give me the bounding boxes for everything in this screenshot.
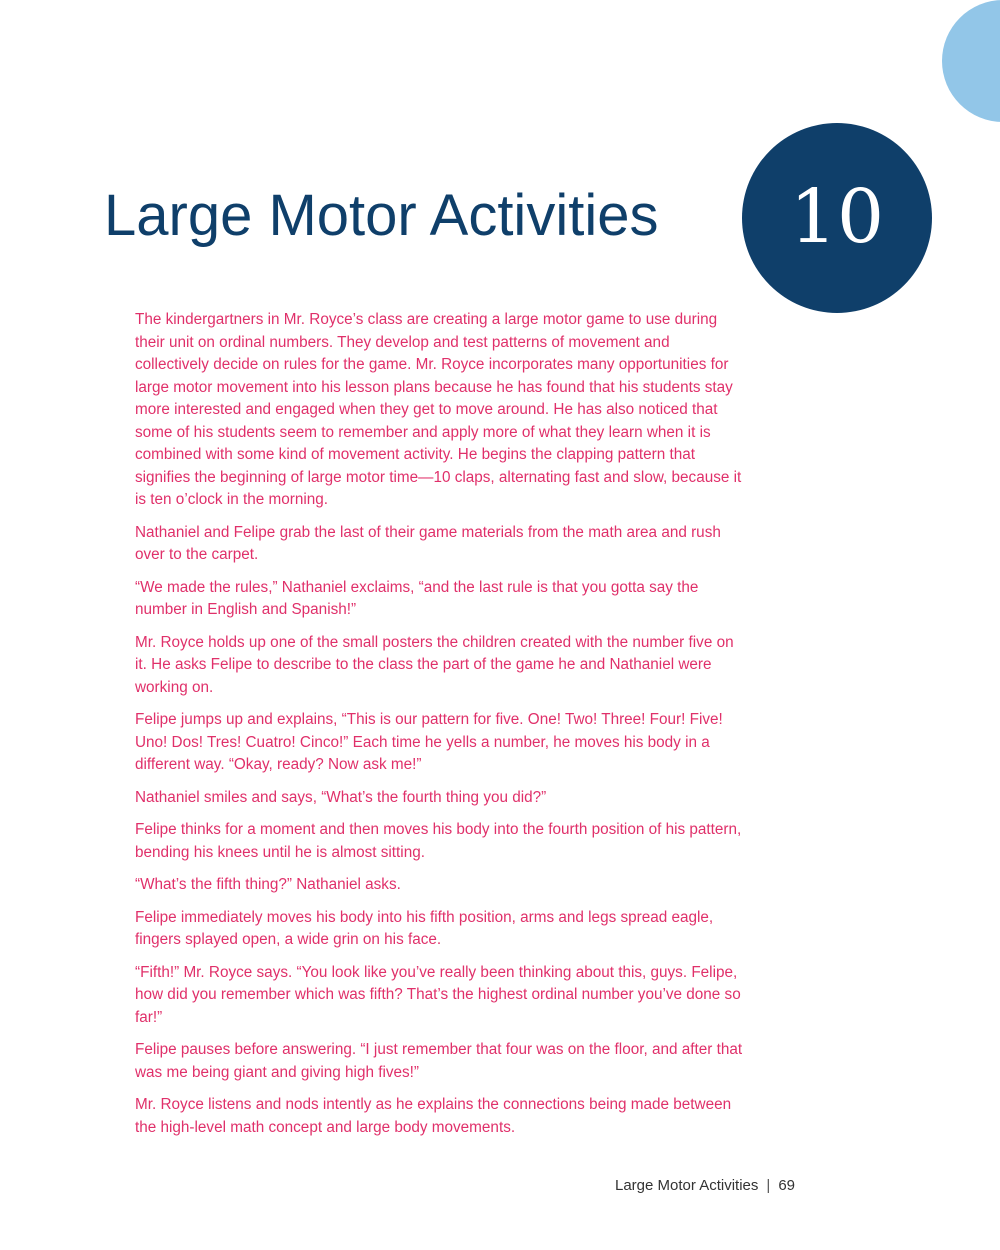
paragraph: “Fifth!” Mr. Royce says. “You look like you’ve really been thinking about this, guys. Felipe, how did you remember which was fifth? That’s the highest ordinal number you’ve done so far!”: [135, 963, 741, 1026]
chapter-number: 10: [789, 174, 885, 260]
page-footer: [615, 1176, 795, 1196]
chapter-title: Large Motor Activities: [104, 183, 659, 248]
paragraph: Felipe pauses before answering. “I just remember that four was on the floor, and after that was me being giant and giving high fives!”: [135, 1041, 743, 1081]
chapter-number-badge: [742, 123, 932, 313]
paragraph: Felipe immediately moves his body into his fifth position, arms and legs spread eagle, fingers splayed open, a wide grin on his face.: [135, 908, 714, 948]
paragraph: The kindergartners in Mr. Royce’s class are creating a large motor game to use during their unit on ordinal numbers. They develop and test patterns of movement and collectively decide on rules for the game. Mr. Royce incorporates many opportunities for large motor movement into his lesson plans because he has found that his students stay more interested and engaged when they get to move around. He has also noticed that some of his students seem to remember and apply more of what they learn when it is combined with some kind of movement activity. He begins the clapping pattern that signifies the beginning of large motor time—10 claps, alternating fast and slow, because it is ten o’clock in the morning.: [135, 311, 742, 508]
paragraph: Felipe thinks for a moment and then moves his body into the fourth position of his pattern, bending his knees until he is almost sitting.: [135, 821, 742, 861]
corner-decoration-circle: [942, 0, 1000, 122]
paragraph: “What’s the fifth thing?” Nathaniel asks.: [135, 876, 401, 893]
paragraph: Nathaniel and Felipe grab the last of their game materials from the math area and rush over to the carpet.: [135, 523, 721, 563]
footer-separator: |: [766, 1177, 771, 1194]
paragraph: Felipe jumps up and explains, “This is our pattern for five. One! Two! Three! Four! Five! Uno! Dos! Tres! Cuatro! Cinco!” Each time he yells a number, he moves his body in a different way. “Okay, ready? Now ask me!”: [135, 711, 723, 773]
running-head: Large Motor Activities: [615, 1177, 759, 1194]
paragraph: Mr. Royce holds up one of the small posters the children created with the number five on it. He asks Felipe to describe to the class the part of the game he and Nathaniel were working on.: [135, 633, 734, 696]
paragraph: “We made the rules,” Nathaniel exclaims, “and the last rule is that you gotta say the number in English and Spanish!”: [135, 578, 699, 618]
paragraph: Nathaniel smiles and says, “What’s the fourth thing you did?”: [135, 788, 547, 806]
page-number: 69: [778, 1177, 795, 1194]
paragraph: Mr. Royce listens and nods intently as he explains the connections being made between the high-level math concept and large body movements.: [135, 1096, 732, 1136]
chapter-body: [135, 309, 745, 1149]
